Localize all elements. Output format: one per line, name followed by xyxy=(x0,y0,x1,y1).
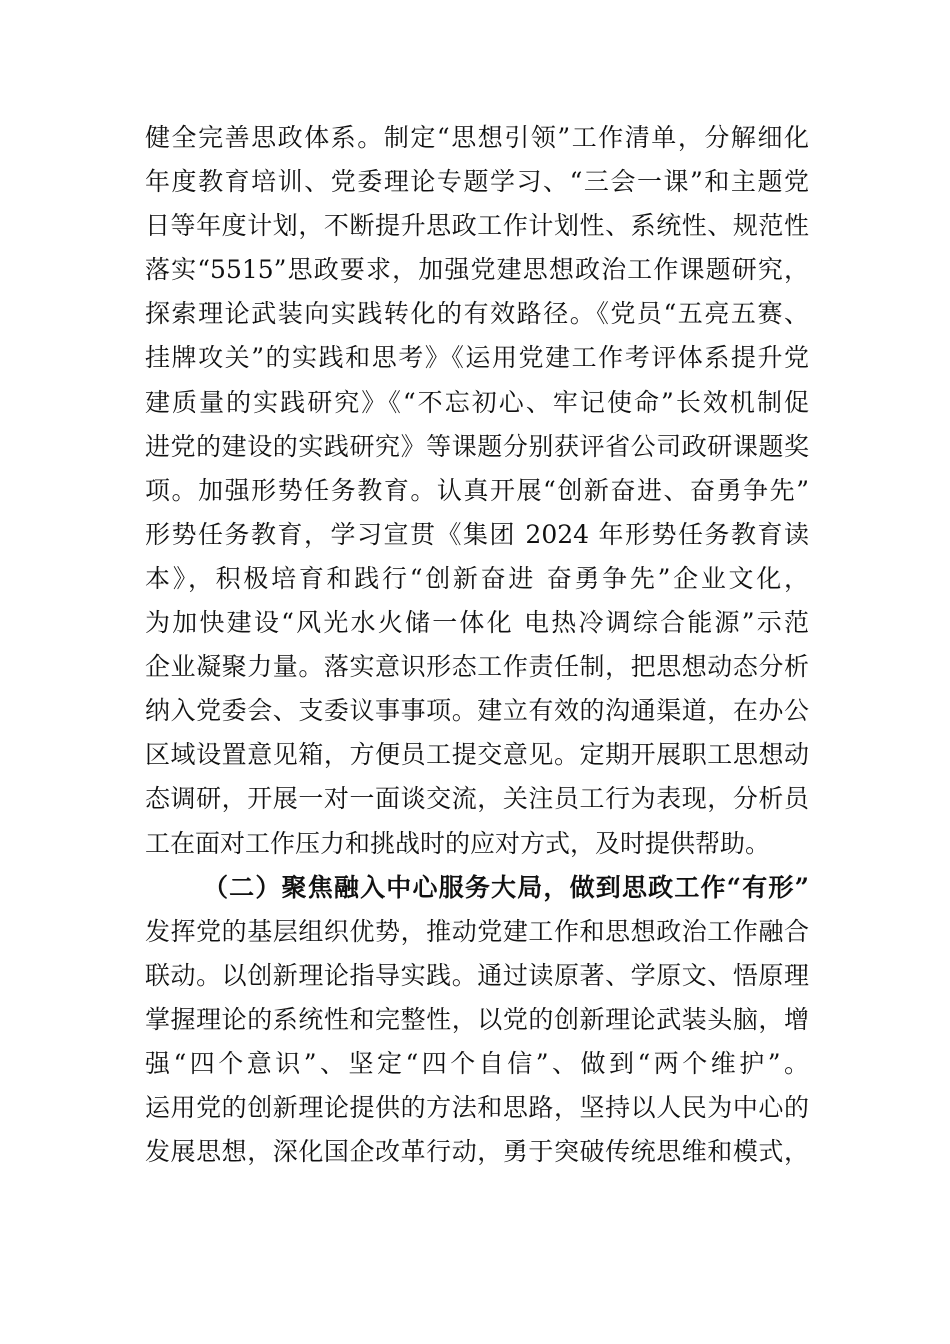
text-line: 形势任务教育，学习宣贯《集团 2024 年形势任务教育读 xyxy=(145,519,809,549)
text-line: 健全完善思政体系。制定“思想引领”工作清单，分解细化 xyxy=(145,123,809,152)
text-line: 年度教育培训、党委理论专题学习、“三会一课”和主题党 xyxy=(145,167,809,197)
text-line: 纳入党委会、支委议事事项。建立有效的沟通渠道，在办公 xyxy=(145,696,809,726)
text-line: 挂牌攻关”的实践和思考》《运用党建工作考评体系提升党 xyxy=(145,343,809,373)
text-line: 运用党的创新理论提供的方法和思路，坚持以人民为中心的 xyxy=(145,1093,809,1123)
text-line: 发展思想，深化国企改革行动，勇于突破传统思维和模式， xyxy=(145,1137,809,1167)
text-line: 工在面对工作压力和挑战时的应对方式，及时提供帮助。 xyxy=(145,828,771,858)
text-line: 区域设置意见箱，方便员工提交意见。定期开展职工思想动 xyxy=(145,740,809,770)
text-line: 强“四个意识”、坚定“四个自信”、做到“两个维护”。 xyxy=(145,1048,809,1078)
text-line: 进党的建设的实践研究》等课题分别获评省公司政研课题奖 xyxy=(145,431,809,461)
text-line: 态调研，开展一对一面谈交流，关注员工行为表现，分析员 xyxy=(145,784,809,814)
body-text xyxy=(145,116,809,1174)
text-line: 探索理论武装向实践转化的有效路径。《党员“五亮五赛、 xyxy=(145,299,809,329)
section-heading: （二）聚焦融入中心服务大局，做到思政工作“有形” xyxy=(203,872,809,902)
text-line: 企业凝聚力量。落实意识形态工作责任制，把思想动态分析 xyxy=(145,652,809,682)
text-line: 本》，积极培育和践行“创新奋进 奋勇争先”企业文化， xyxy=(145,563,809,593)
text-line: 发挥党的基层组织优势，推动党建工作和思想政治工作融合 xyxy=(145,916,809,946)
text-line: 落实“5515”思政要求，加强党建思想政治工作课题研究， xyxy=(145,255,809,285)
text-line: 为加快建设“风光水火储一体化 电热冷调综合能源”示范 xyxy=(145,608,809,638)
text-line: 日等年度计划，不断提升思政工作计划性、系统性、规范性 xyxy=(145,211,809,241)
text-line: 联动。以创新理论指导实践。通过读原著、学原文、悟原理 xyxy=(145,960,809,990)
text-line: 项。加强形势任务教育。认真开展“创新奋进、奋勇争先” xyxy=(145,475,809,505)
text-line: 掌握理论的系统性和完整性，以党的创新理论武装头脑，增 xyxy=(145,1004,809,1034)
text-line: 建质量的实践研究》《“不忘初心、牢记使命”长效机制促 xyxy=(145,387,809,417)
